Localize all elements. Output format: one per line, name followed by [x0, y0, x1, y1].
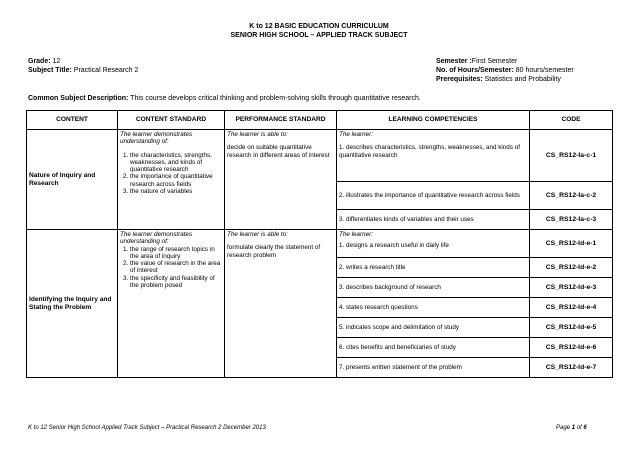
- list-item: 1. the characteristics, strengths, weaknesses, and kinds of quantitative research: [130, 152, 222, 174]
- performance-cell-1: [225, 130, 337, 230]
- semester-label: Semester :: [436, 58, 472, 65]
- performance-cell-2: [225, 230, 337, 378]
- header-code: CODE: [530, 111, 613, 130]
- table-header-row: [27, 111, 613, 130]
- competency-cell: 5. indicates scope and delimitation of study: [337, 318, 530, 338]
- competency-text: 1. describes characteristics, strengths, weaknesses, and kinds of quantitative research: [339, 144, 520, 159]
- performance-intro: The learner is able to:: [227, 231, 288, 238]
- standard-intro: The learner demonstrates understanding of:: [120, 131, 193, 146]
- competency-cell: 2. writes a research title: [337, 258, 530, 278]
- competency-intro: The learner:: [339, 131, 373, 138]
- content-nature-of-inquiry: Nature of Inquiry and Research: [27, 130, 118, 230]
- list-item: 1. the range of research topics in the area of inquiry: [130, 246, 222, 261]
- subject-description: [28, 95, 421, 102]
- list-item: 2. the value of research in the area of interest: [130, 260, 222, 275]
- competency-cell: 6. cites benefits and beneficiaries of study: [337, 338, 530, 358]
- performance-intro: The learner is able to:: [227, 131, 288, 138]
- code-cell: CS_RS12-Id-e-4: [530, 298, 613, 318]
- table-row: [27, 130, 613, 182]
- code-cell: CS_RS12-Id-e-3: [530, 278, 613, 298]
- table-row: [27, 230, 613, 258]
- competency-cell: 3. differentiates kinds of variables and their uses: [337, 210, 530, 230]
- footer-text: K to 12 Senior High School Applied Track Subject – Practical Research 2 December 2013: [28, 425, 266, 431]
- competency-cell: 7. presents written statement of the problem: [337, 358, 530, 378]
- performance-text: decide on suitable quantitative research in different areas of interest: [227, 144, 330, 159]
- code-cell: CS_RS12-Id-e-1: [530, 230, 613, 258]
- code-cell: CS_RS12-Id-e-2: [530, 258, 613, 278]
- page-number: [556, 425, 587, 431]
- competency-cell: 4. states research questions: [337, 298, 530, 318]
- grade-label: Grade:: [28, 58, 51, 65]
- semester-value: First Semester: [471, 58, 518, 65]
- list-item: 3. the specificity and feasibility of the problem posed: [130, 275, 222, 290]
- competency-cell: 3. describes background of research: [337, 278, 530, 298]
- description-label: Common Subject Description:: [28, 95, 129, 102]
- page-current: 1: [571, 425, 576, 431]
- standard-cell-2: [118, 230, 225, 378]
- document-header: [0, 22, 638, 40]
- competency-cell: 2. illustrates the importance of quantitative research across fields: [337, 182, 530, 210]
- meta-right: [436, 57, 574, 84]
- code-cell: CS_RS12-Ia-c-1: [530, 130, 613, 182]
- meta-left: [28, 57, 138, 75]
- header-performance: PERFORMANCE STANDARD: [225, 111, 337, 130]
- header-content: CONTENT: [27, 111, 118, 130]
- content-identifying-inquiry: Identifying the Inquiry and Stating the Problem: [27, 230, 118, 378]
- hours-label: No. of Hours/Semester:: [436, 67, 514, 74]
- code-cell: CS_RS12-Ia-c-3: [530, 210, 613, 230]
- description-text: This course develops critical thinking and problem-solving skills through quantitative research.: [130, 95, 421, 102]
- competency-text: 1. designs a research useful in daily life: [339, 242, 449, 250]
- track-subtitle: SENIOR HIGH SCHOOL – APPLIED TRACK SUBJECT: [230, 32, 408, 39]
- curriculum-title: K to 12 BASIC EDUCATION CURRICULUM: [249, 23, 389, 30]
- header-competencies: LEARNING COMPETENCIES: [337, 111, 530, 130]
- subject-label: Subject Title:: [28, 67, 72, 74]
- page-of: of: [576, 425, 582, 431]
- subject-value: Practical Research 2: [73, 67, 139, 74]
- code-cell: CS_RS12-Id-e-7: [530, 358, 613, 378]
- code-cell: CS_RS12-Id-e-5: [530, 318, 613, 338]
- competency-intro: The learner:: [339, 231, 373, 238]
- list-item: 2. the importance of quantitative research across fields: [130, 173, 222, 188]
- competency-cell: [337, 230, 530, 258]
- prereq-label: Prerequisites:: [436, 76, 483, 83]
- competency-cell: [337, 130, 530, 182]
- list-item: 3. the nature of variables: [130, 188, 222, 195]
- prereq-value: Statistics and Probability: [484, 76, 561, 83]
- grade-value: 12: [52, 58, 61, 65]
- standard-cell-1: [118, 130, 225, 230]
- page-prefix: Page: [556, 425, 571, 431]
- page-total: 6: [583, 425, 587, 431]
- header-standard: CONTENT STANDARD: [118, 111, 225, 130]
- standard-intro: The learner demonstrates understanding of:: [120, 231, 193, 246]
- code-cell: CS_RS12-Ia-c-2: [530, 182, 613, 210]
- code-cell: CS_RS12-Id-e-6: [530, 338, 613, 358]
- performance-text: formulate clearly the statement of research problem: [227, 244, 321, 259]
- hours-value: 80 hours/semester: [515, 67, 574, 74]
- curriculum-table: [26, 110, 613, 378]
